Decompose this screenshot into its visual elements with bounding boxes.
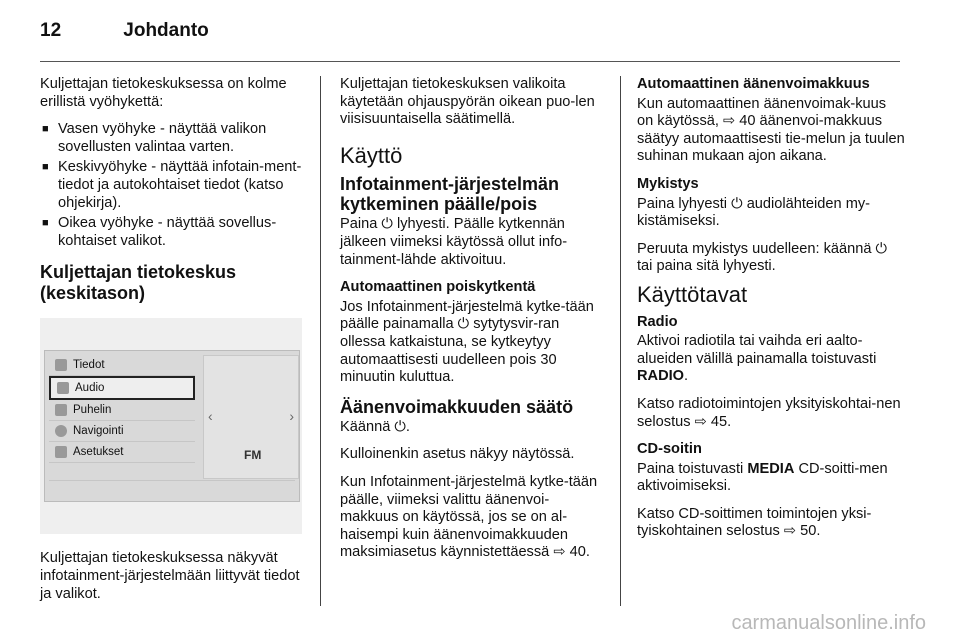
list-item: ■ Keskivyöhyke - näyttää infotain-ment-tiedot ja autokohtaiset tiedot (katso ohjekirja). [40, 159, 302, 212]
paragraph: Kun Infotainment-järjestelmä kytke-tään päälle, viimeksi valittu äänenvoi-makkuus on käytössä, jos se on al-haisempi kuin äänenvoimakkuuden maksimiasetus käynnistettäessä ⇨ 40. [340, 473, 598, 561]
gear-icon [55, 446, 67, 458]
menu-label: Navigointi [73, 424, 124, 437]
watermark: carmanualsonline.info [731, 612, 926, 634]
text: Aktivoi radiotila tai vaihda eri aalto-alueiden välillä painamalla toistuvasti [637, 333, 877, 367]
app-menu [49, 355, 195, 463]
topic-heading: Automaattinen poiskytkentä [340, 279, 536, 296]
section-title: Johdanto [123, 20, 209, 41]
paragraph [637, 333, 905, 386]
topic-heading: Mykistys [637, 175, 699, 192]
topic-heading: CD-soitin [637, 441, 702, 458]
menu-item-asetukset[interactable] [49, 442, 195, 463]
column-divider [320, 76, 321, 606]
paragraph [637, 461, 905, 496]
bottom-bar [49, 480, 295, 497]
menu-label: Audio [75, 381, 105, 394]
info-display-screen [44, 350, 300, 502]
chevron-left-icon[interactable]: ‹ [208, 408, 213, 425]
list-item: ■ Oikea vyöhyke - näyttää sovellus-kohtaiset valikot. [40, 215, 302, 250]
paragraph: Peruuta mykistys uudelleen: käännä ⏻ tai paina sitä lyhyesti. [637, 240, 888, 275]
menu-label: Puhelin [73, 403, 112, 416]
media-button-label: MEDIA [747, 460, 795, 477]
music-icon [57, 382, 69, 394]
display-illustration [40, 318, 302, 534]
menu-label: Tiedot [73, 358, 105, 371]
compass-icon [55, 425, 67, 437]
menu-item-audio[interactable] [49, 376, 195, 400]
source-label: FM [244, 447, 262, 462]
intro-text: Kuljettajan tietokeskuksessa on kolme erillistä vyöhykettä: [40, 76, 287, 110]
column-1 [40, 76, 302, 613]
figure-caption: Kuljettajan tietokeskuksessa näkyvät infotainment-järjestelmään liittyvät tiedot ja valikot. [40, 550, 300, 602]
menu-item-puhelin[interactable] [49, 400, 195, 421]
section-heading: Kuljettajan tietokeskus (keskitason) [40, 262, 237, 304]
paragraph: Kuljettajan tietokeskuksen valikoita käytetään ohjauspyörän oikean puo-len viisisuuntaisella säätimellä. [340, 76, 595, 128]
paragraph: Paina lyhyesti ⏻ audiolähteiden my-kistämiseksi. [637, 195, 871, 230]
subsection-heading: Infotainment-järjestelmän kytkeminen päälle/pois [340, 174, 560, 215]
chevron-right-icon[interactable]: › [289, 408, 294, 425]
paragraph: Kun automaattinen äänenvoimak-kuus on käytössä, ⇨ 40 äänenvoi-makkuus säätyy automaattisesti tie-melun ja tuulen suhinan mukaan ajon aikana. [637, 95, 905, 165]
paragraph: Kulloinenkin asetus näkyy näytössä. [340, 446, 575, 463]
topic-heading: Radio [637, 313, 678, 330]
info-icon [55, 359, 67, 371]
paragraph: Käännä ⏻. [340, 418, 410, 435]
subsection-heading: Äänenvoimakkuuden säätö [340, 396, 574, 417]
text: CD-soitti-men aktivoimiseksi. [637, 460, 888, 495]
section-heading: Käyttötavat [637, 281, 748, 307]
menu-item-navigointi[interactable] [49, 421, 195, 442]
page-number: 12 [40, 20, 62, 41]
topic-heading: Automaattinen äänenvoimakkuus [637, 76, 870, 92]
zone-list [40, 121, 302, 250]
phone-icon [55, 404, 67, 416]
header-rule [40, 61, 900, 62]
page-header [40, 20, 209, 42]
paragraph: Katso radiotoimintojen yksityiskohtai-nen selostus ⇨ 45. [637, 395, 901, 430]
text: Paina toistuvasti [637, 460, 744, 477]
paragraph: Katso CD-soittimen toimintojen yksi-tyiskohtainen selostus ⇨ 50. [637, 505, 872, 540]
text: . [684, 368, 689, 385]
paragraph: Jos Infotainment-järjestelmä kytke-tään päälle painamalla ⏻ sytytysvir-ran ollessa katkaistuna, se kytkeytyy automaattisesti uudelleen pois 30 minuutin kuluttua. [340, 298, 594, 386]
radio-button-label: RADIO [637, 368, 685, 385]
paragraph: Paina ⏻ lyhyesti. Päälle kytkennän jälkeen viimeksi käytössä ollut info-tainment-lähde aktivoituu. [340, 216, 568, 268]
column-divider [620, 76, 621, 606]
column-2 [340, 76, 602, 572]
column-3 [637, 76, 905, 551]
section-heading: Käyttö [340, 142, 403, 168]
audio-panel [203, 355, 299, 479]
menu-item-tiedot[interactable] [49, 355, 195, 376]
list-item: ■ Vasen vyöhyke - näyttää valikon sovellusten valintaa varten. [40, 121, 302, 156]
menu-label: Asetukset [73, 445, 124, 458]
